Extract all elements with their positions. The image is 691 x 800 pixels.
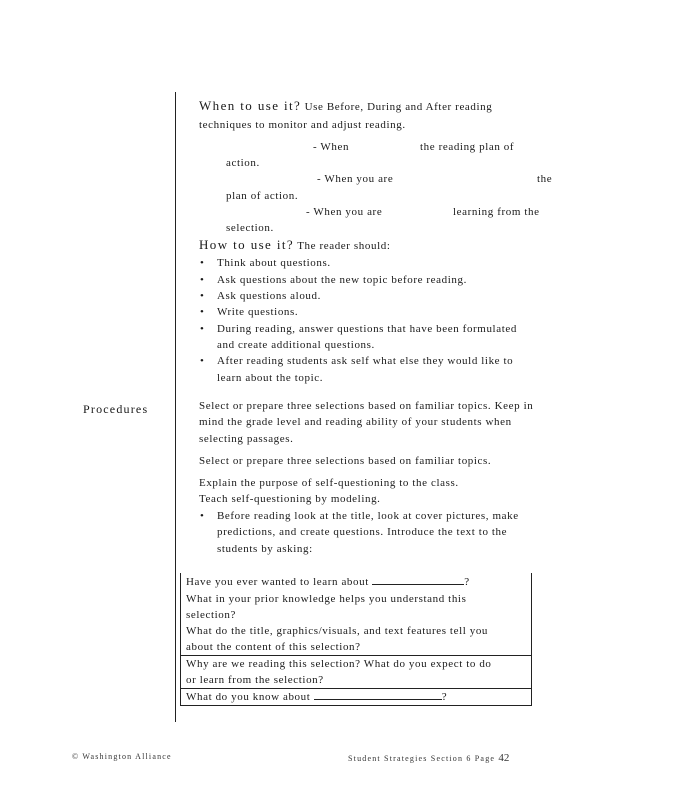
bullet-dot: • [200,510,204,522]
bullet-dot: • [200,355,204,367]
question-box-3 [180,688,532,706]
how-bullet-2: Ask questions about the new topic before reading. [217,274,467,286]
stage-1-cont: action. [226,157,260,169]
how-bullet-5-l2: and create additional questions. [217,339,375,351]
question-4-l2: or learn from the selection? [186,674,324,686]
question-2-l1: What in your prior knowledge helps you understand this [186,593,467,605]
proc-bullet-l1: Before reading look at the title, look at cover pictures, make [217,510,519,522]
box-divider [180,688,532,689]
bullet-dot: • [200,323,204,335]
when-heading: When to use it? [199,98,302,113]
proc-p1-l3: selecting passages. [199,433,294,445]
proc-p3-l1: Explain the purpose of self-questioning to the class. [199,477,459,489]
stage-3-tail: learning from the [453,206,540,218]
stage-3-lead: - When you are [306,206,383,218]
proc-p2: Select or prepare three selections based on familiar topics. [199,455,492,467]
stage-2-tail: the [537,173,553,185]
question-5: What do you know about ? [186,691,448,703]
how-heading: How to use it? [199,237,295,252]
proc-p1-l1: Select or prepare three selections based on familiar topics. Keep in [199,400,534,412]
proc-p1-l2: mind the grade level and reading ability of your students when [199,416,512,428]
column-divider [175,92,176,722]
when-line1 [199,99,492,114]
bullet-dot: • [200,274,204,286]
how-bullet-4: Write questions. [217,306,299,318]
box-divider [180,655,532,656]
answer-blank [314,689,442,700]
how-bullet-6-l2: learn about the topic. [217,372,324,384]
stage-2-lead: - When you are [317,173,394,185]
proc-bullet-l2: predictions, and create questions. Introduce the text to the [217,526,508,538]
bullet-dot: • [200,306,204,318]
when-text: Use Before, During and After reading [304,101,493,113]
question-1: Have you ever wanted to learn about ? [186,576,470,588]
answer-blank [372,574,464,585]
how-bullet-1: Think about questions. [217,257,331,269]
footer-copyright: © Washington Alliance [72,752,172,761]
when-line2: techniques to monitor and adjust reading. [199,119,406,131]
question-3-l1: What do the title, graphics/visuals, and text features tell you [186,625,489,637]
question-4-l1: Why are we reading this selection? What do you expect to do [186,658,492,670]
proc-bullet-l3: students by asking: [217,543,313,555]
proc-p3-l2: Teach self-questioning by modeling. [199,493,381,505]
stage-2-cont: plan of action. [226,190,299,202]
bullet-dot: • [200,257,204,269]
stage-1-lead: - When [313,141,350,153]
procedures-label: Procedures [83,402,149,416]
question-box-1 [180,573,532,656]
question-3-l2: about the content of this selection? [186,641,361,653]
question-2-l2: selection? [186,609,236,621]
how-text: The reader should: [297,240,391,252]
how-bullet-3: Ask questions aloud. [217,290,321,302]
page-number: 42 [498,752,510,764]
bullet-dot: • [200,290,204,302]
footer-section: Student Strategies Section 6 Page 42 [348,752,510,764]
how-bullet-6-l1: After reading students ask self what else they would like to [217,355,514,367]
how-line [199,238,391,253]
how-bullet-5-l1: During reading, answer questions that have been formulated [217,323,517,335]
stage-3-cont: selection. [226,222,274,234]
question-box-2 [180,655,532,689]
stage-1-tail: the reading plan of [420,141,515,153]
